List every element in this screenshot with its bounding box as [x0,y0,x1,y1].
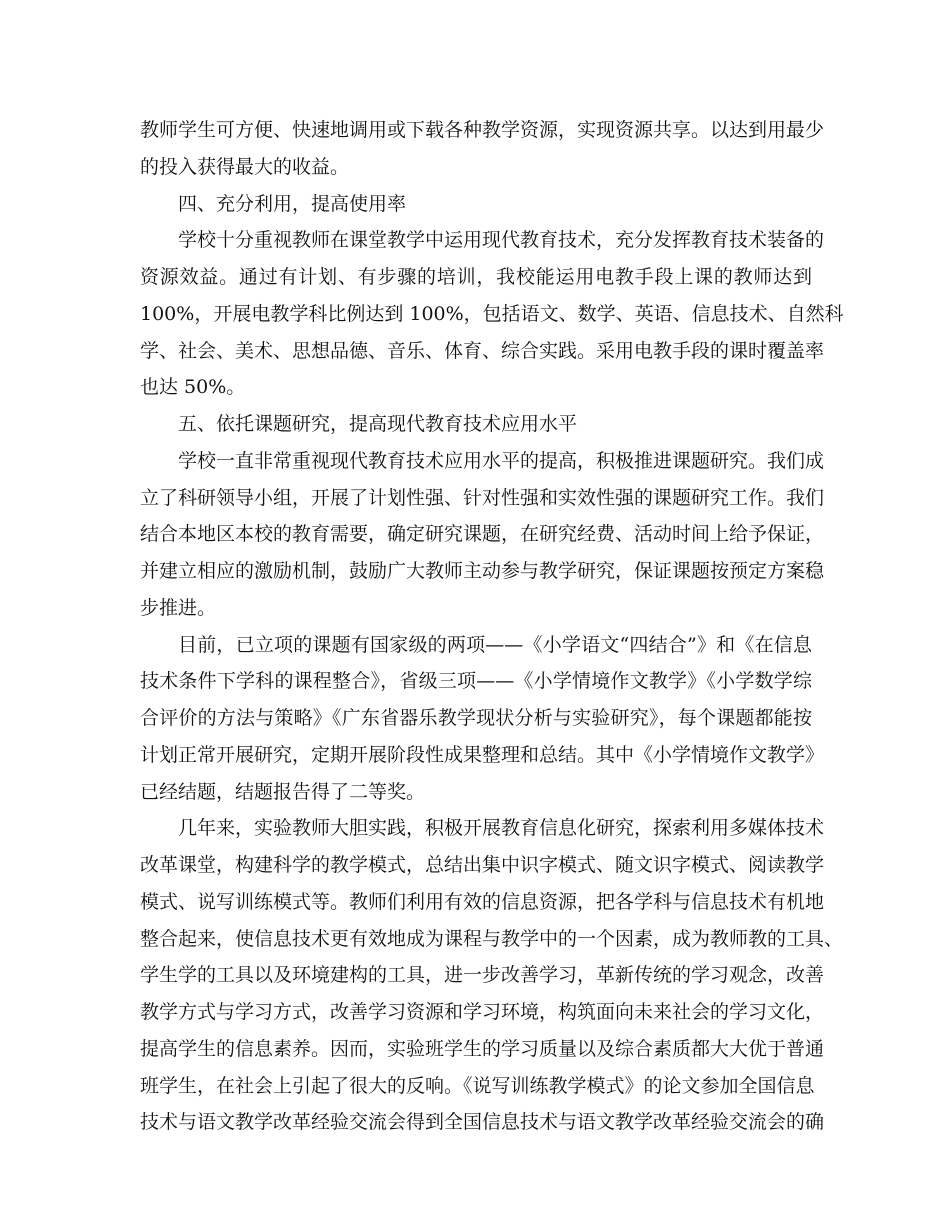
text-line: 已经结题，结题报告得了二等奖。 [140,780,426,803]
text-line: 100%，开展电教学科比例达到 100%，包括语文、数学、英语、信息技术、自然科 [140,302,844,325]
text-line: 并建立相应的激励机制，鼓励广大教师主动参与教学研究，保证课题按预定方案稳 [140,560,825,582]
text-line: 教师学生可方便、快速地调用或下载各种教学资源，实现资源共享。以达到用最少 [140,119,825,141]
text-line: 资源效益。通过有计划、有步骤的培训，我校能运用电教手段上课的教师达到 [140,266,812,288]
text-line: 几年来，实验教师大胆实践，积极开展教育信息化研究，探索利用多媒体技术 [178,817,825,840]
text-line: 合评价的方法与策略》《广东省器乐教学现状分析与实验研究》，每个课题都能按 [140,707,812,729]
text-line: 教学方式与学习方式，改善学习资源和学习环境，构筑面向未来社会的学习文化， [140,1001,825,1023]
text-line: 提高学生的信息素养。因而，实验班学生的学习质量以及综合素质都大大优于普通 [140,1037,825,1060]
text-line: 步推进。 [140,596,217,619]
text-line: 立了科研领导小组，开展了计划性强、针对性强和实效性强的课题研究工作。我们 [140,486,825,509]
text-line: 学校一直非常重视现代教育技术应用水平的提高，积极推进课题研究。我们成 [178,449,825,472]
text-line: 也达 50%。 [140,376,246,399]
text-line: 学生学的工具以及环境建构的工具，进一步改善学习，革新传统的学习观念，改善 [140,964,825,987]
text-line: 结合本地区本校的教育需要，确定研究课题，在研究经费、活动时间上给予保证， [140,523,825,546]
text-line: 计划正常开展研究，定期开展阶段性成果整理和总结。其中《小学情境作文教学》 [140,743,825,766]
text-line: 整合起来，使信息技术更有效地成为课程与教学中的一个因素，成为教师教的工具、 [140,927,844,950]
text-line: 技术与语文教学改革经验交流会得到全国信息技术与语文教学改革经验交流会的确 [140,1111,825,1134]
text-line: 四、充分利用，提高使用率 [178,192,407,215]
text-line: 班学生，在社会上引起了很大的反响。《说写训练教学模式》的论文参加全国信息 [140,1074,815,1097]
text-line: 目前，已立项的课题有国家级的两项——《小学语文“四结合”》和《在信息 [178,633,812,656]
text-line: 改革课堂，构建科学的教学模式，总结出集中识字模式、随文识字模式、阅读教学 [140,854,825,876]
document-body [140,112,844,1141]
text-line: 技术条件下学科的课程整合》，省级三项——《小学情境作文教学》《小学数学综 [140,670,812,693]
text-line: 学、社会、美术、思想品德、音乐、体育、综合实践。采用电教手段的课时覆盖率 [140,339,825,362]
text-line: 的投入获得最大的收益。 [140,155,350,178]
text-line: 五、依托课题研究，提高现代教育技术应用水平 [178,413,578,435]
text-line: 学校十分重视教师在课堂教学中运用现代教育技术，充分发挥教育技术装备的 [178,229,825,252]
text-line: 模式、说写训练模式等。教师们利用有效的信息资源，把各学科与信息技术有机地 [140,890,825,913]
